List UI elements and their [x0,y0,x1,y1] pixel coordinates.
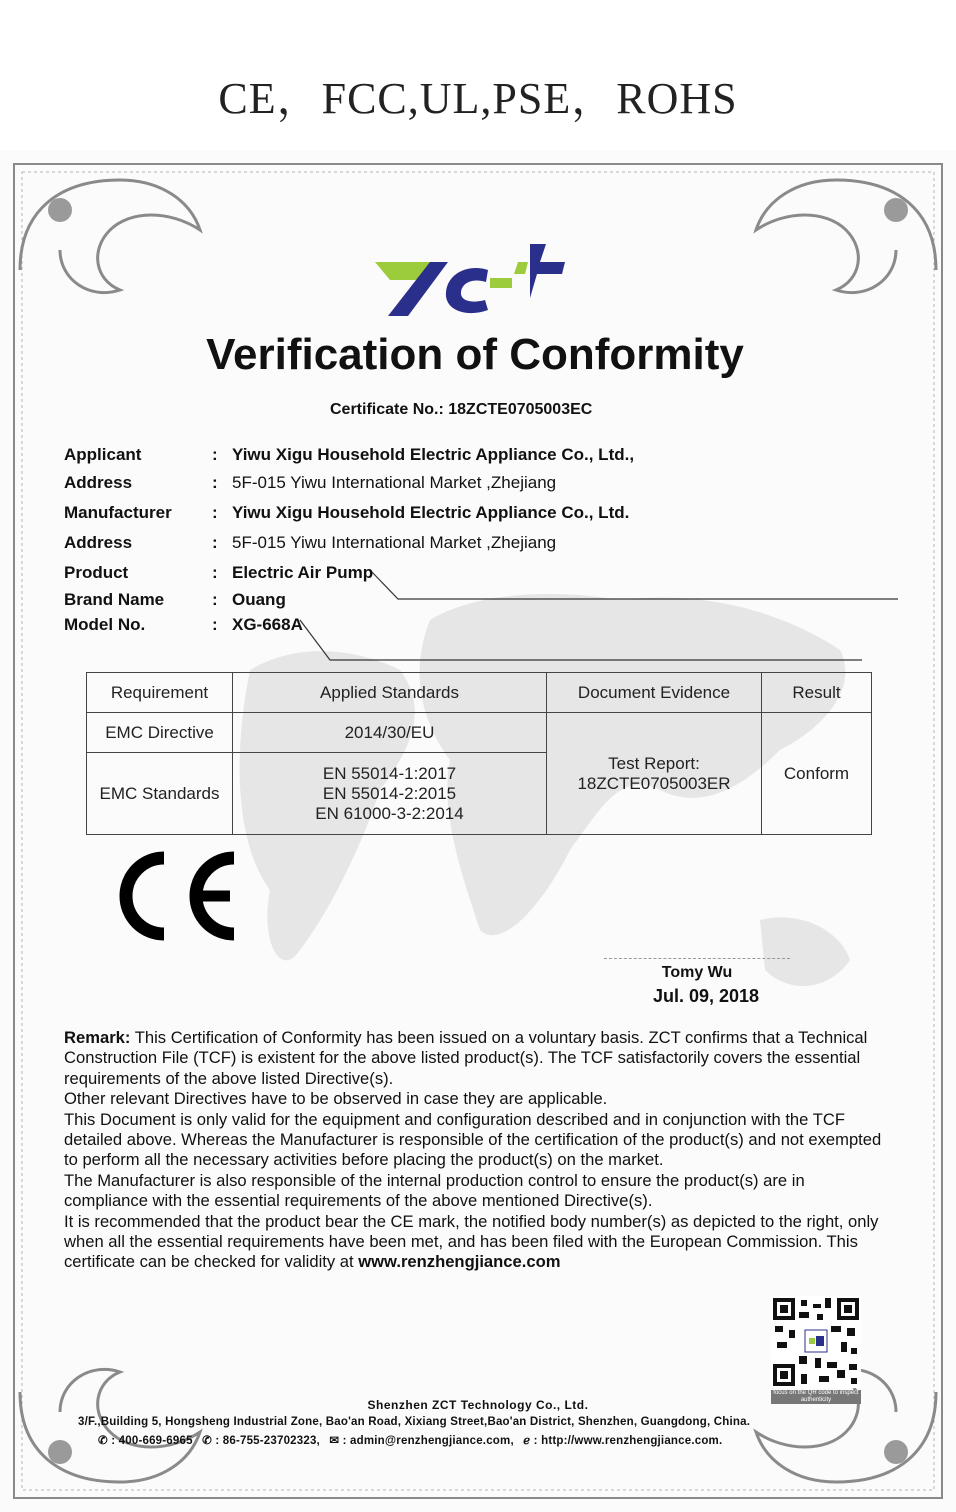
standard-line: EN 55014-1:2017 [322,763,457,783]
issuer-company: Shenzhen ZCT Technology Co., Ltd. [367,1398,589,1412]
phone-hotline: ✆ : 400-669-6965 [98,1435,193,1447]
table-header: Result [762,673,872,713]
remark-label: Remark: [64,1028,131,1047]
certificate-heading: Verification of Conformity [206,330,744,379]
standards-cell [233,753,547,835]
remark-text: Other relevant Directives have to be observed in case they are applicable. [64,1089,608,1109]
issuer-address: 3/F.,Building 5, Hongsheng Industrial Zone, Bao'an Road, Xixiang Street,Bao'an District, Shenzhen, Guangdong, China. [78,1416,751,1428]
validity-website-link[interactable]: www.renzhengjiance.com [358,1252,561,1272]
result-cell: Conform [762,713,872,835]
field-value: XG-668A [232,615,303,634]
table-cell: EMC Directive [87,713,233,753]
table-header: Document Evidence [547,673,762,713]
field-value: Yiwu Xigu Household Electric Appliance Co., Ltd., [232,445,635,464]
field-value: 5F-015 Yiwu International Market ,Zhejiang [232,533,557,552]
field-value: 5F-015 Yiwu International Market ,Zhejiang [232,473,557,492]
table-header: Requirement [87,673,233,713]
remark-text: The Manufacturer is also responsible of the internal production control to ensure the product(s) are in compliance with the essential requirements of the above mentioned Directive(s). [64,1170,805,1211]
field-value: Yiwu Xigu Household Electric Appliance Co., Ltd. [232,503,630,522]
remark-text: It is recommended that the product bear the CE mark, the notified body number(s) as depicted to the right, only when all the essential requirements have been met, and has been filed with the European Commission. This certificate can be checked for validity at [64,1211,879,1272]
field-colon: : [212,533,218,552]
zct-logo [370,240,580,322]
evidence-cell [547,713,762,835]
qr-code-icon[interactable] [771,1296,861,1388]
phone-number: ✆ : 86-755-23702323, [202,1435,320,1447]
remark-text: This Document is only valid for the equipment and configuration described and in conjunction with the TCF detailed above. Whereas the Manufacturer is responsible of the certification of the product(s) and not exempted to perform all the necessary activities before placing the product(s) on the market. [64,1109,882,1170]
table-cell: 2014/30/EU [233,713,547,753]
issuer-contacts [98,1433,728,1447]
standards-table [86,672,872,835]
field-value: Electric Air Pump [232,563,374,582]
signatory-name: Tomy Wu [661,964,733,981]
certificate-number: Certificate No.: 18ZCTE0705003EC [330,401,593,418]
field-colon: : [212,445,218,464]
field-label: Brand Name [64,590,165,609]
table-row [87,713,872,753]
field-colon: : [212,503,218,522]
table-cell: EMC Standards [87,753,233,835]
evidence-line: Test Report: [608,753,700,773]
signature-line [604,958,790,959]
field-colon: : [212,590,218,609]
standard-line: EN 55014-2:2015 [322,783,457,803]
evidence-line: 18ZCTE0705003ER [577,773,731,793]
field-label: Address [64,533,133,552]
field-label: Applicant [64,445,142,464]
ce-mark-icon [108,850,240,942]
table-header: Applied Standards [233,673,547,713]
remark-text: This Certification of Conformity has been issued on a voluntary basis. ZCT confirms that a Technical Construction File (TCF) is existent for the above listed product(s). The TCF satisfactorily covers the essential requirements of the above listed Directive(s). [64,1028,868,1088]
field-label: Model No. [64,615,146,634]
field-colon: : [212,563,218,582]
field-label: Product [64,563,129,582]
table-header-row [87,673,872,713]
remark-block [64,1028,884,1273]
field-colon: : [212,615,218,634]
signature-date: Jul. 09, 2018 [652,986,760,1006]
field-value: Ouang [232,590,286,609]
field-colon: : [212,473,218,492]
page-title: CE，FCC,UL,PSE，ROHS [218,74,738,123]
field-label: Manufacturer [64,503,172,522]
qr-caption: focus on the QR code to inspect authenticity [771,1390,861,1404]
email-link[interactable]: ✉ : admin@renzhengjiance.com, [329,1435,514,1447]
field-label: Address [64,473,133,492]
standard-line: EN 61000-3-2:2014 [315,803,464,823]
website-link[interactable]: ℯ : http://www.renzhengjiance.com. [523,1435,723,1447]
